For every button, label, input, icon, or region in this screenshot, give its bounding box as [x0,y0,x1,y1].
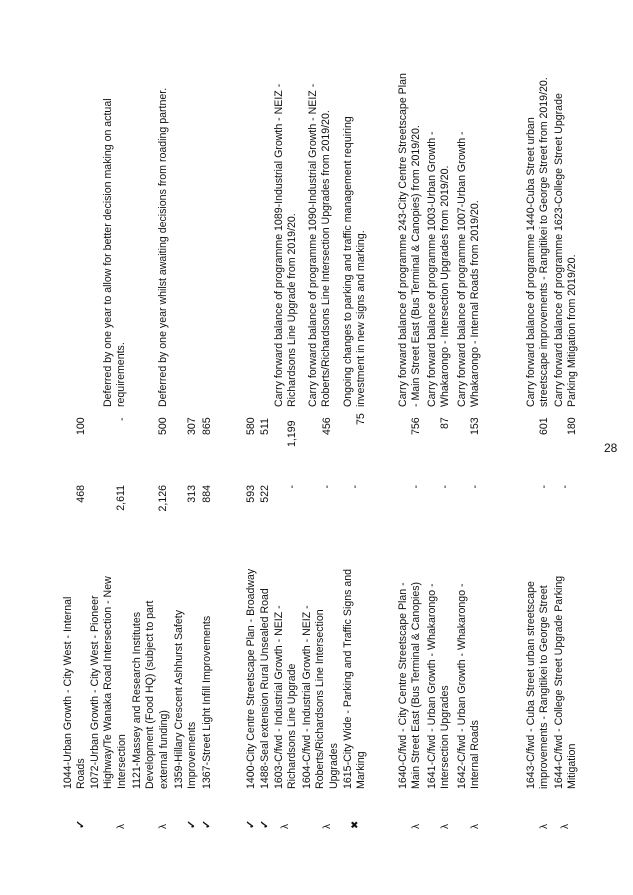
value-col-1: 522 [259,485,271,503]
value-col-1: - [559,485,571,489]
cross-icon: ✖ [350,820,361,829]
project-name: 1644-C/fwd - College Street Upgrade Parking Mitigation [553,575,579,789]
value-col-1: - [439,485,451,489]
tick-icon: ✓ [201,819,213,829]
project-name: 1488-Seal extension Rural Unsealed Road [259,588,271,789]
value-col-2: 180 [566,417,578,435]
page-number: 28 [604,441,618,455]
lambda-icon: λ [470,824,481,829]
project-name: 1603-C/fwd - Industrial Growth - NEIZ - Richardsons Line Upgrade [273,605,299,789]
project-name: 1400-City Centre Streetscape Plan - Broadway [245,568,257,789]
comment: Carry forward balance of programme 1623-College Street Upgrade Parking Mitigation from 2019/20. [553,93,579,407]
tick-icon: ✓ [245,819,257,829]
tick-icon: ✓ [75,819,87,829]
project-name: 1642-C/fwd - Urban Growth - Whakarongo - Internal Roads [456,583,482,789]
lambda-icon: λ [440,824,451,829]
value-col-2: - [116,417,128,421]
value-col-2: 100 [75,417,87,435]
project-name: 1121-Massey and Research Institutes Development (Food HQ) (subject to part external funding) [131,600,170,789]
project-name: 1640-C/fwd - City Centre Streetscape Plan - Main Street East (Bus Terminal & Canopies) [397,581,423,789]
lambda-icon: λ [322,824,333,829]
comment: Carry forward balance of programme 1003-Urban Growth - Whakarongo - Intersection Upgrades from 2019/20. [426,131,452,407]
lambda-icon: λ [539,824,550,829]
tick-icon: ✓ [259,819,271,829]
value-col-1: - [349,485,361,489]
value-col-1: - [469,485,481,489]
project-name: 1604-C/fwd - Industrial Growth - NEIZ - Roberts/Richardsons Line Intersection Upgrades [301,605,340,789]
value-col-2: 307 [186,417,198,435]
project-name: 1072-Urban Growth - City West - Pioneer Highway/Te Wanaka Road Intersection - New Intersection [89,576,128,789]
value-col-1: 313 [186,485,198,503]
comment: Carry forward balance of programme 1090-Industrial Growth - NEIZ - Roberts/Richardsons Line Intersection Upgrades from 2019/20. [307,83,333,407]
value-col-2: 756 [410,417,422,435]
value-col-2: 75 [355,413,367,425]
value-col-1: - [410,485,422,489]
value-col-1: - [538,485,550,489]
value-col-2: 500 [157,417,169,435]
comment: Carry forward balance of programme 1440-Cuba Street urban streetscape improvements - Rangitikei to George Street from 2019/20. [525,77,551,407]
lambda-icon: λ [280,824,291,829]
comment: Deferred by one year to allow for better decision making on actual requirements. [102,98,128,407]
tick-icon: ✓ [186,819,198,829]
value-col-1: 884 [201,485,213,503]
comment: Deferred by one year whilst awaiting decisions from roading partner. [157,87,169,407]
value-col-1: - [321,485,333,489]
project-name: 1641-C/fwd - Urban Growth - Whakarongo - Intersection Upgrades [426,583,452,789]
comment: Carry forward balance of programme 1007-Urban Growth - Whakarongo - Internal Roads from 2019/20. [456,131,482,407]
value-col-1: - [286,485,298,489]
lambda-icon: λ [560,824,571,829]
value-col-2: 456 [321,417,333,435]
value-col-2: 601 [538,417,550,435]
project-name: 1359-Hillary Crescent Ashhurst Safety Improvements [173,610,199,789]
lambda-icon: λ [411,824,422,829]
value-col-1: 593 [245,485,257,503]
project-name: 1643-C/fwd - Cuba Street urban streetscape improvements - Rangitikei to George Street [525,581,551,789]
value-col-1: 468 [75,485,87,503]
lambda-icon: λ [116,824,127,829]
lambda-icon: λ [158,824,169,829]
project-name: 1367-Street Light Infill Improvements [201,615,213,789]
value-col-2: 865 [201,417,213,435]
value-col-1: 2,126 [157,485,169,512]
comment: Ongoing changes to parking and traffic management requiring investment in new signs and marking. [342,116,368,407]
comment: Carry forward balance of programme 243-City Centre Streetscape Plan - Main Street East (Bus Terminal & Canopies) from 2019/20. [397,73,423,407]
value-col-2: 1,199 [286,420,298,447]
value-col-2: 153 [469,417,481,435]
value-col-2: 511 [259,418,271,435]
value-col-2: 580 [245,417,257,435]
project-name: 1044-Urban Growth - City West - Internal Roads [62,596,88,789]
comment: Carry forward balance of programme 1089-Industrial Growth - NEIZ - Richardsons Line Upgrade from 2019/20. [273,83,299,407]
project-name: 1615-City Wide - Parking and Traffic Signs and Marking [342,568,368,789]
value-col-2: 87 [439,417,451,429]
value-col-1: 2,611 [115,485,127,511]
